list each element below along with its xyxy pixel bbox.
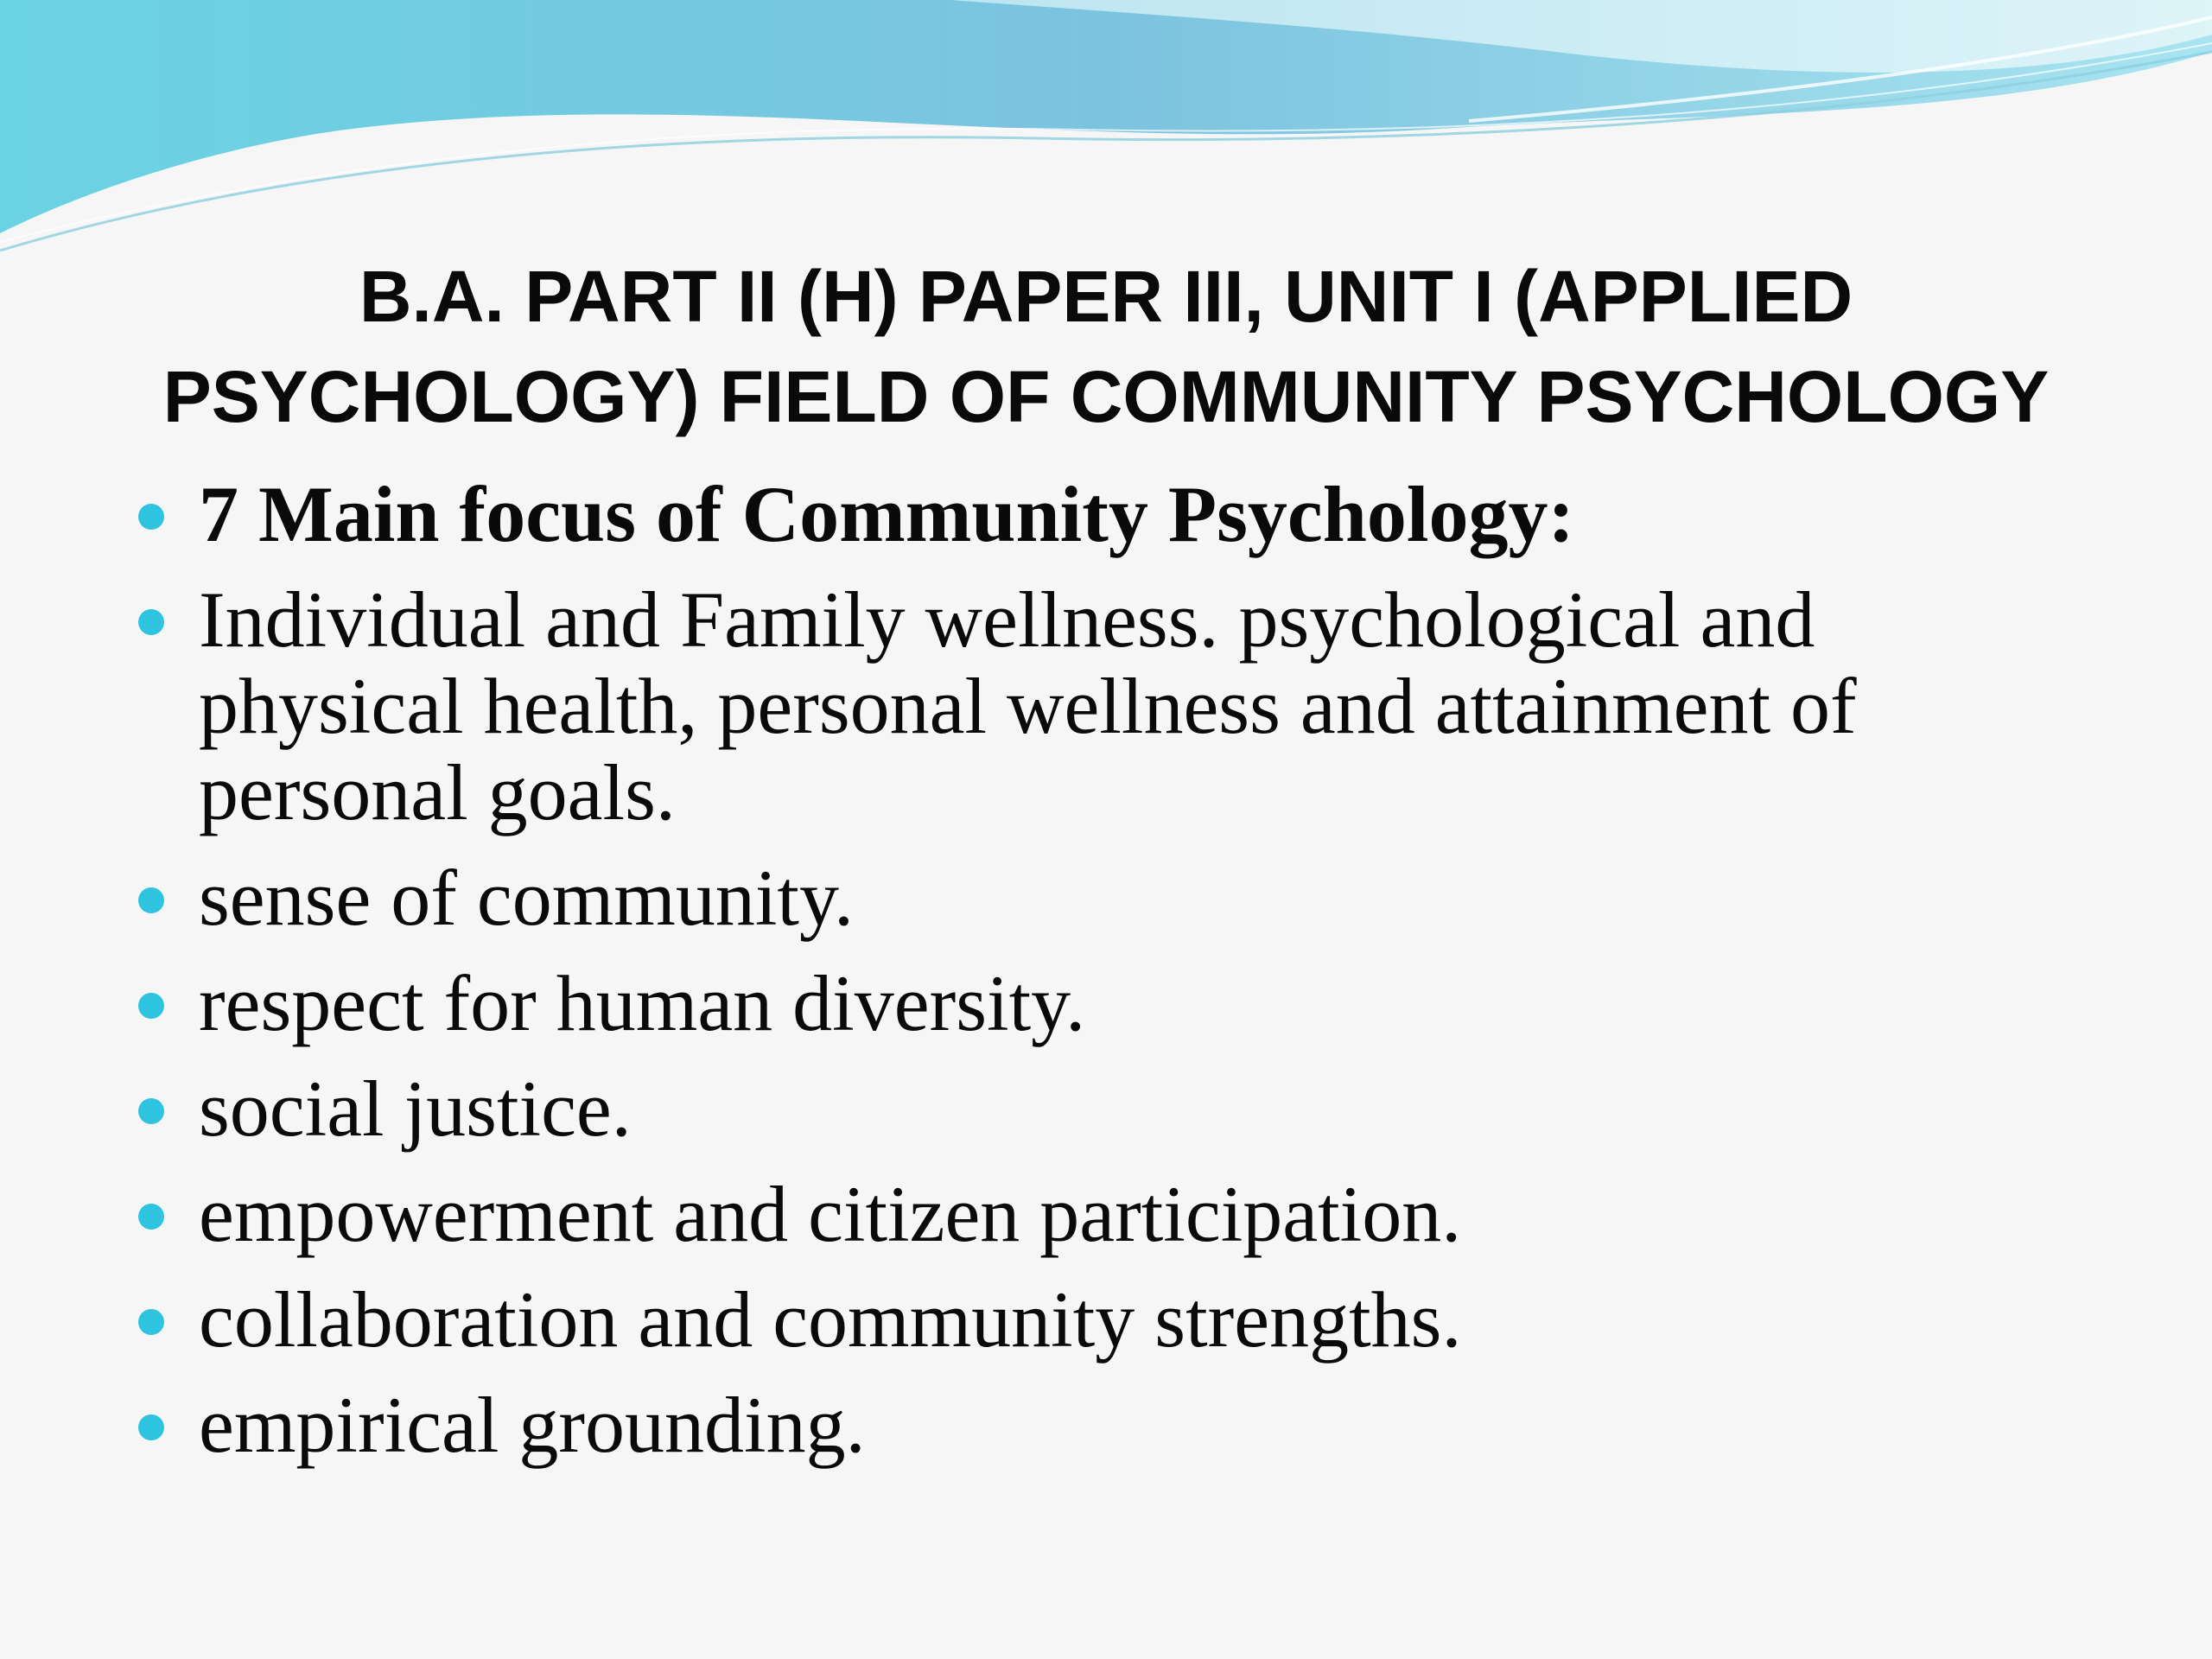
bullet-dot-icon (138, 1414, 164, 1440)
bullet-dot-icon (138, 504, 164, 530)
bullet-item (138, 1065, 2082, 1152)
bullet-item (138, 855, 2082, 941)
bullet-text: collaboration and community strengths. (199, 1275, 1462, 1363)
bullet-item (138, 471, 2082, 557)
bullet-text: social justice. (199, 1065, 632, 1153)
header-wave-decoration (0, 0, 2212, 259)
bullet-text: respect for human diversity. (199, 959, 1086, 1047)
bullet-text: Individual and Family wellness. psychological and physical health, personal wellness and attainment of personal goals. (199, 575, 1857, 836)
bullet-text: 7 Main focus of Community Psychology: (199, 470, 1575, 558)
bullet-dot-icon (138, 993, 164, 1019)
bullet-dot-icon (138, 1098, 164, 1124)
bullet-dot-icon (138, 609, 164, 635)
bullet-item (138, 1382, 2082, 1468)
bullet-list (138, 471, 2082, 1487)
bullet-dot-icon (138, 1309, 164, 1335)
bullet-text: sense of community. (199, 854, 855, 942)
bullet-dot-icon (138, 887, 164, 913)
bullet-item (138, 960, 2082, 1046)
bullet-text: empowerment and citizen participation. (199, 1170, 1462, 1258)
bullet-item (138, 1276, 2082, 1363)
bullet-item (138, 576, 2082, 836)
bullet-item (138, 1171, 2082, 1257)
bullet-dot-icon (138, 1204, 164, 1230)
bullet-text: empirical grounding. (199, 1381, 866, 1469)
slide-title: B.A. PART II (H) PAPER III, UNIT I (APPLIED PSYCHOLOGY) FIELD OF COMMUNITY PSYCHOLOGY (162, 256, 2050, 437)
